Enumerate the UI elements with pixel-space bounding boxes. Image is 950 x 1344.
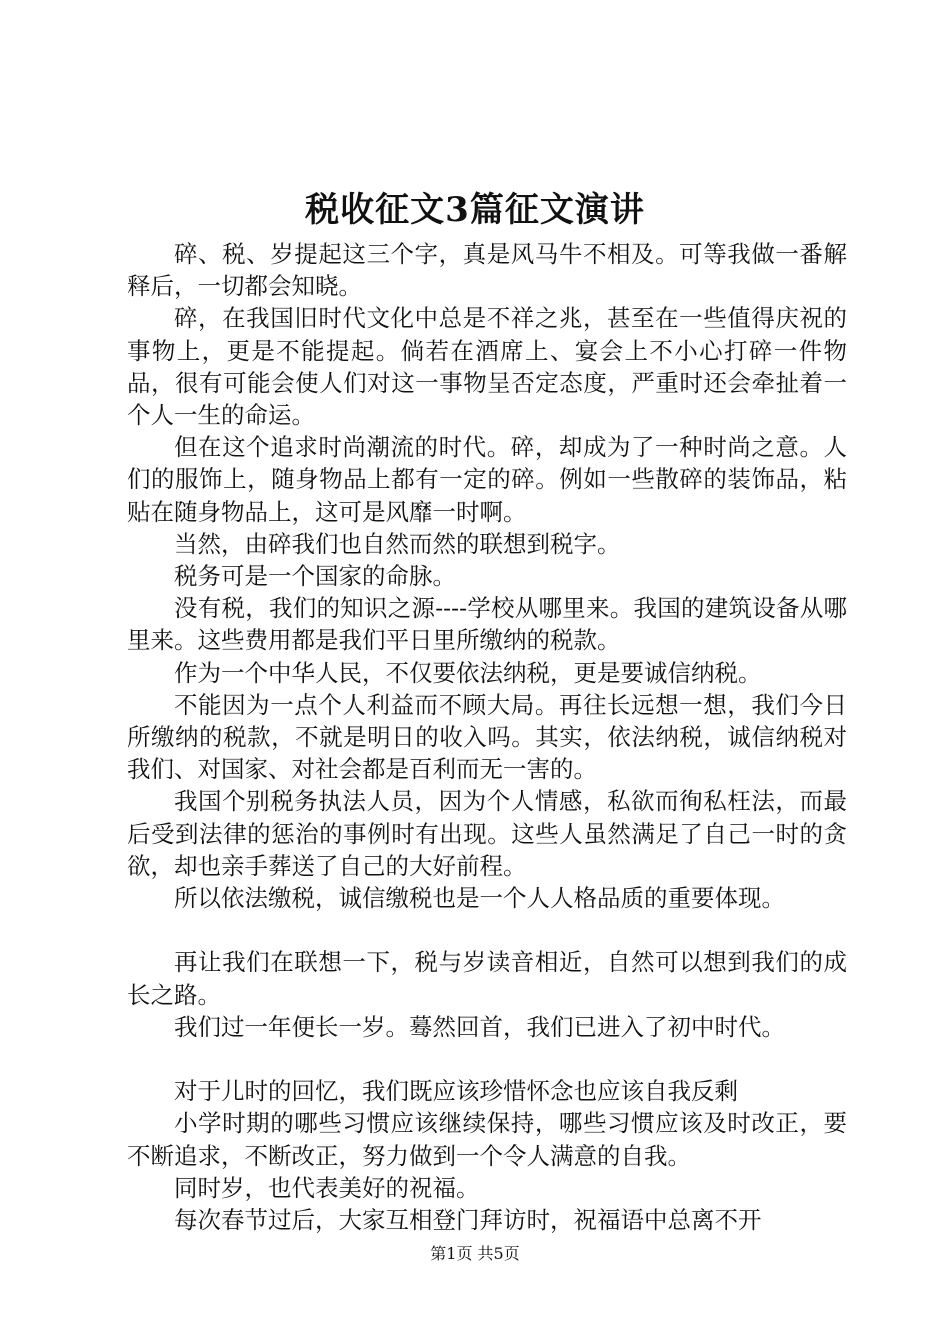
paragraph: 碎，在我国旧时代文化中总是不祥之兆，甚至在一些值得庆祝的事物上，更是不能提起。倘若在酒席上、宴会上不小心打碎一件物品，很有可能会使人们对这一事物呈否定态度，严重时还会牵扯着一个人一生的命运。 bbox=[127, 304, 847, 430]
page-title: 税收征文3篇征文演讲 bbox=[305, 190, 645, 230]
paragraph: 税务可是一个国家的命脉。 bbox=[174, 562, 456, 591]
paragraph: 再让我们在联想一下，税与岁读音相近，自然可以想到我们的成长之路。 bbox=[127, 948, 847, 1009]
paragraph: 我国个别税务执法人员，因为个人情感，私欲而徇私枉法，而最后受到法律的惩治的事例时有出现。这些人虽然满足了自己一时的贪欲，却也亲手葬送了自己的大好前程。 bbox=[127, 787, 847, 880]
page-number-footer: 第1页 共5页 bbox=[430, 1244, 520, 1263]
paragraph: 对于儿时的回忆，我们既应该珍惜怀念也应该自我反剩 bbox=[174, 1077, 738, 1106]
paragraph: 碎、税、岁提起这三个字，真是风马牛不相及。可等我做一番解释后，一切都会知晓。 bbox=[127, 240, 847, 301]
paragraph: 没有税，我们的知识之源----学校从哪里来。我国的建筑设备从哪里来。这些费用都是我们平日里所缴纳的税款。 bbox=[127, 594, 847, 655]
paragraph: 作为一个中华人民，不仅要依法纳税，更是要诚信纳税。 bbox=[174, 658, 762, 687]
paragraph: 小学时期的哪些习惯应该继续保持，哪些习惯应该及时改正，要不断追求，不断改正，努力做到一个令人满意的自我。 bbox=[127, 1109, 847, 1170]
paragraph: 每次春节过后，大家互相登门拜访时，祝福语中总离不开 bbox=[174, 1206, 762, 1235]
paragraph: 我们过一年便长一岁。蓦然回首，我们已进入了初中时代。 bbox=[174, 1012, 785, 1041]
paragraph: 不能因为一点个人利益而不顾大局。再往长远想一想，我们今日所缴纳的税款，不就是明日的收入吗。其实，依法纳税，诚信纳税对我们、对国家、对社会都是百利而无一害的。 bbox=[127, 690, 847, 784]
paragraph: 所以依法缴税，诚信缴税也是一个人人格品质的重要体现。 bbox=[174, 884, 785, 913]
paragraph: 但在这个追求时尚潮流的时代。碎，却成为了一种时尚之意。人们的服饰上，随身物品上都有一定的碎。例如一些散碎的装饰品，粘贴在随身物品上，这可是风靡一时啊。 bbox=[127, 433, 847, 526]
article-body bbox=[127, 238, 847, 1236]
paragraph: 当然，由碎我们也自然而然的联想到税字。 bbox=[174, 529, 621, 558]
paragraph: 同时岁，也代表美好的祝福。 bbox=[174, 1173, 480, 1202]
